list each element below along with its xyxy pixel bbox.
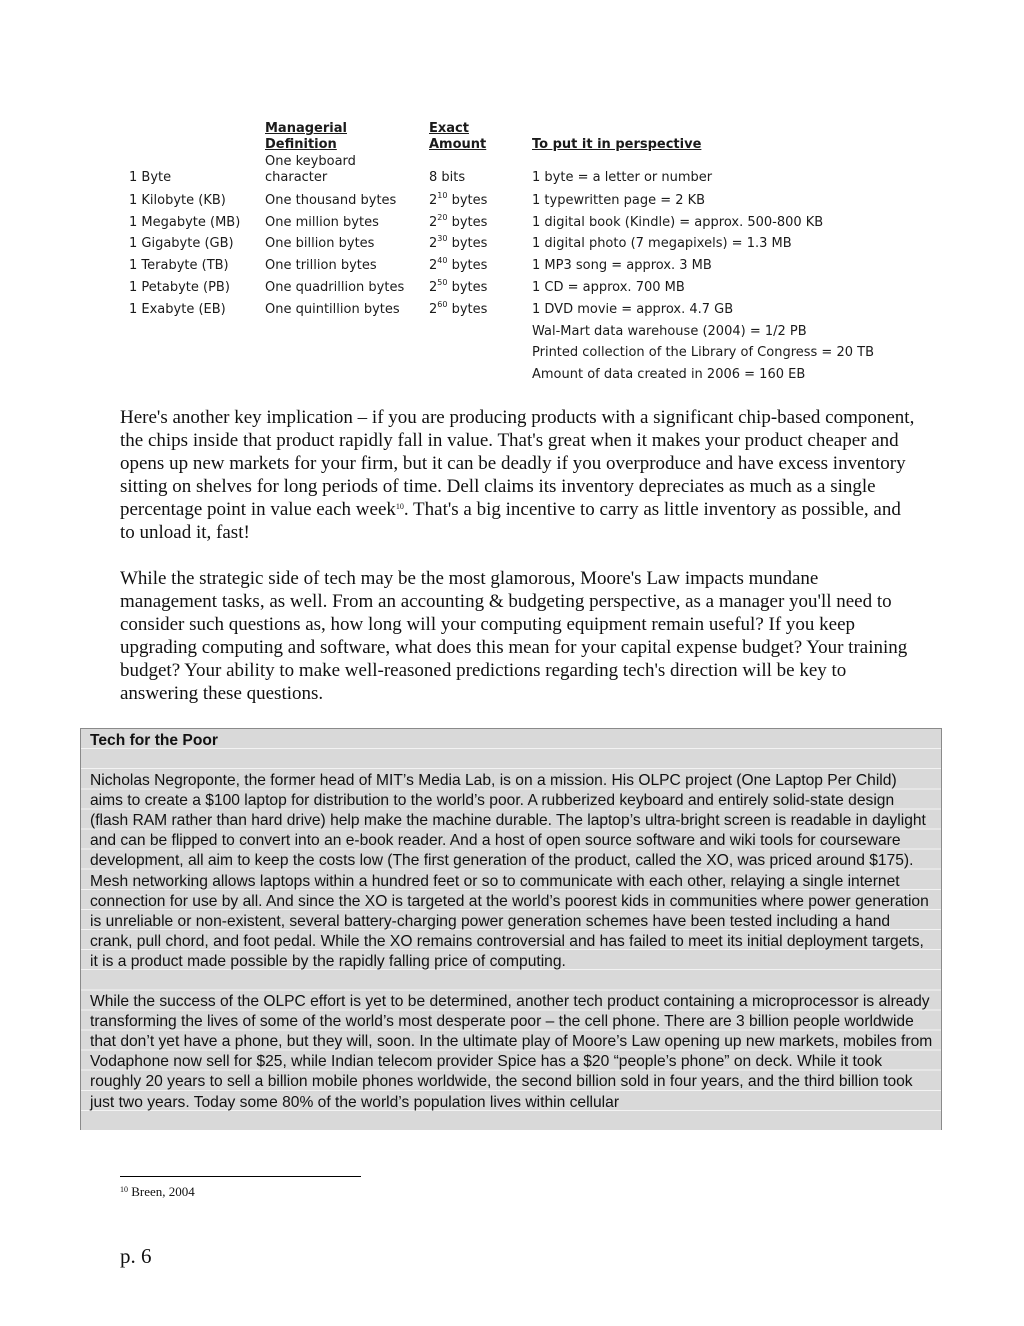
perspective-cell: Printed collection of the Library of Congress = 20 TB xyxy=(532,345,874,361)
definition-cell: One keyboard character xyxy=(265,154,356,185)
amount-cell: 8 bits xyxy=(429,170,466,185)
unit-cell: 1 Megabyte (MB) xyxy=(129,214,241,230)
amount-cell: $2^{50}$ bytes xyxy=(429,277,488,295)
body-paragraph-budgeting: While the strategic side of tech may be the most glamorous, Moore's Law impacts mundane management tasks, as well. From an accounting & budgeting perspective, as a manager you'll need to consider such questions as, how long will your computing equipment remain useful? If you keep upgrading computing and software, what does this mean for your capital expense budget? Your training budget? Your ability to make well-reasoned predictions regarding tech's direction will be key to answering these questions. xyxy=(120,568,908,704)
body-paragraph-inventory: Here's another key implication – if you are producing products with a significant chip-based component, the chips inside that product rapidly fall in value. That's great when it makes your product cheaper and opens up new markets for your firm, but it can be deadly if you overproduce and have excess inventory sitting on shelves for long periods of time. Dell claims its inventory depreciates as much as a single percentage point in value each week$^{10}$. That's a big incentive to carry as little inventory as possible, and to unload it, fast! xyxy=(120,407,915,543)
table-row xyxy=(121,230,932,252)
table-row xyxy=(121,273,932,295)
sidebar-title: Tech for the Poor xyxy=(90,732,218,749)
footnote-reference: 10 xyxy=(395,502,404,511)
definition-cell: One billion bytes xyxy=(265,236,375,252)
perspective-cell: 1 MP3 song = approx. 3 MB xyxy=(532,258,712,274)
definition-cell: One million bytes xyxy=(265,214,379,230)
unit-cell: 1 Gigabyte (GB) xyxy=(129,236,234,252)
definition-cell: One quadrillion bytes xyxy=(265,279,405,295)
table-row xyxy=(121,251,932,273)
amount-cell: $2^{30}$ bytes xyxy=(429,234,488,252)
sidebar-paragraph: While the success of the OLPC effort is yet to be determined, another tech product containing a microprocessor is already transforming the lives of some of the world’s most desperate poor – the cell phone. There are 3 billion people worldwide that don’t yet have a phone, but they will, soon. In the ultimate play of Moore’s Law opening up new markets, mobiles from Vodaphone now sell for $25, while Indian telecom provider Spice has a $20 “people’s phone” on deck. While it took roughly 20 years to sell a billion mobile phones worldwide, the second billion sold in four years, and the third billion took just two years. Today some 80% of the world’s population lives within cellular xyxy=(90,993,933,1111)
unit-cell: 1 Byte xyxy=(129,170,172,185)
perspective-cell: Amount of data created in 2006 = 160 EB xyxy=(532,367,806,383)
table-row xyxy=(121,186,932,208)
perspective-cell: 1 CD = approx. 700 MB xyxy=(532,279,685,295)
footnote: $^{10}$ Breen, 2004 xyxy=(120,1184,195,1199)
amount-cell: $2^{60}$ bytes xyxy=(429,299,488,317)
table-row xyxy=(121,317,932,339)
tech-for-the-poor-sidebar xyxy=(80,728,942,1130)
footnote-divider xyxy=(120,1176,361,1177)
table-row xyxy=(121,208,932,230)
amount-cell: $2^{10}$ bytes xyxy=(429,190,488,208)
perspective-cell: 1 digital photo (7 megapixels) = 1.3 MB xyxy=(532,236,792,252)
definition-cell: One trillion bytes xyxy=(265,258,377,274)
amount-cell: $2^{20}$ bytes xyxy=(429,212,488,230)
table-row xyxy=(121,360,932,382)
perspective-cell: 1 typewritten page = 2 KB xyxy=(532,192,706,208)
unit-cell: 1 Exabyte (EB) xyxy=(129,301,226,317)
storage-units-table xyxy=(121,120,932,382)
unit-cell: 1 Kilobyte (KB) xyxy=(129,192,226,208)
header-unit xyxy=(121,120,257,153)
table-header-row xyxy=(121,120,932,153)
table-row xyxy=(121,295,932,317)
table-row xyxy=(121,153,932,186)
definition-cell: One quintillion bytes xyxy=(265,301,400,317)
perspective-cell: 1 byte = a letter or number xyxy=(532,170,713,185)
amount-cell: $2^{40}$ bytes xyxy=(429,256,488,274)
unit-cell: 1 Petabyte (PB) xyxy=(129,279,230,295)
header-perspective: To put it in perspective xyxy=(532,137,702,152)
page-number: p. 6 xyxy=(120,1244,152,1268)
storage-units-table-wrap xyxy=(121,120,932,382)
definition-cell: One thousand bytes xyxy=(265,192,397,208)
sidebar-paragraph: Nicholas Negroponte, the former head of MIT’s Media Lab, is on a mission. His OLPC project (One Laptop Per Child) aims to create a $100 laptop for distribution to the world’s poor. A rubberized keyboard and entirely solid-state design (flash RAM rather than hard drive) help make the machine durable. The laptop’s ultra-bright screen is readable in daylight and can be flipped to convert into an e-book reader. And a host of open source software and wiki tools for courseware development, all aim to keep the costs low (The first generation of the product, called the XO, was priced around $175). Mesh networking allows laptops within a hundred feet or so to communicate with each other, relaying a single internet connection for use by all. And since the XO is targeted at the world’s poorest kids in communities where power generation is unreliable or non-existent, several battery-charging power generation schemes have been tested including a hand crank, pull chord, and foot pedal. While the XO remains controversial and has failed to meet its initial deployment targets, it is a product made possible by the rapidly falling price of computing. xyxy=(90,772,929,970)
table-row xyxy=(121,339,932,361)
header-managerial-definition: Managerial Definition xyxy=(265,121,347,152)
header-exact-amount: Exact Amount xyxy=(429,121,487,152)
perspective-cell: 1 DVD movie = approx. 4.7 GB xyxy=(532,301,734,317)
perspective-cell: Wal-Mart data warehouse (2004) = 1/2 PB xyxy=(532,323,807,339)
unit-cell: 1 Terabyte (TB) xyxy=(129,258,229,274)
perspective-cell: 1 digital book (Kindle) = approx. 500-800 KB xyxy=(532,214,824,230)
